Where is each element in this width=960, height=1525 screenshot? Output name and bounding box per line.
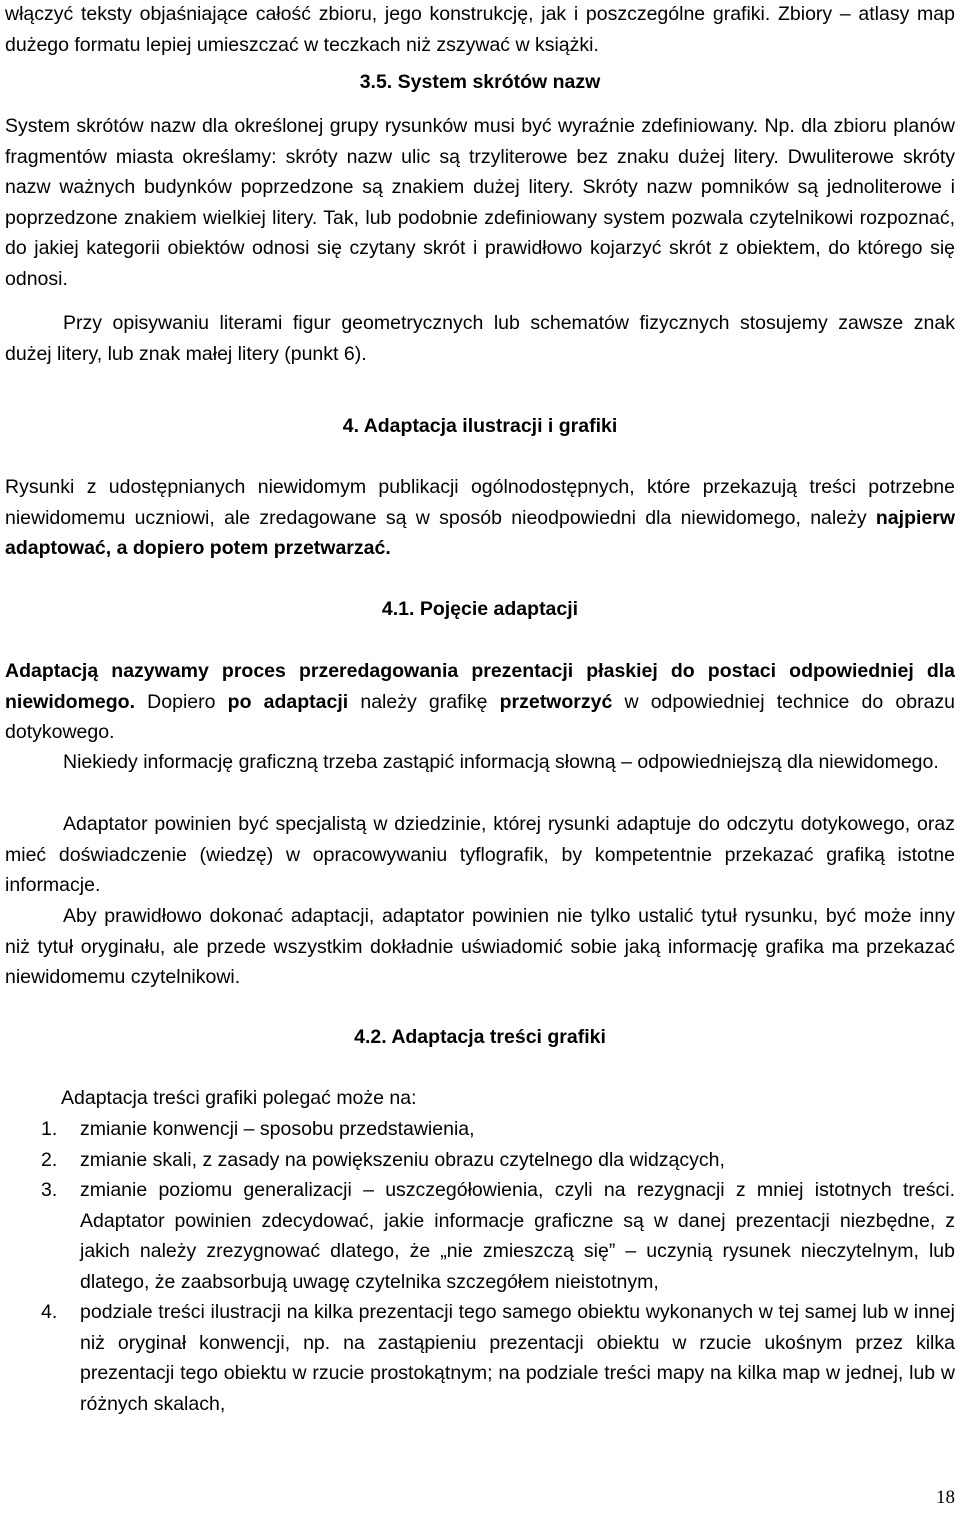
intro-paragraph: włączyć teksty objaśniające całość zbioru, jego konstrukcję, jak i poszczególne grafiki. Zbiory – atlasy map dużego formatu lepiej umieszczać w teczkach niż zszywać w książki. [5,3,955,56]
list-item-number: 3. [41,1179,58,1201]
section-4-1-paragraph-3: Adaptator powinien być specjalistą w dziedzinie, której rysunki adaptuje do odczytu dotykowego, oraz mieć doświadczenie (wiedzę) w opracowywaniu tyflografik, by kompetentnie przekazać grafiką istotne informacje. [5,813,955,896]
section-4-2-lead: Adaptacja treści grafiki polegać może na: [61,1087,417,1109]
list-item [5,1114,955,1145]
list-item-text: podziale treści ilustracji na kilka prezentacji tego samego obiektu wykonanych w tej samej lub w innej niż oryginał konwencji, np. na zastąpieniu prezentacji obiektu w rzucie ukośnym przez kilka prezentacji tego obiektu w rzucie prostokątnym; na podziale treści mapy na kilka map w jednej, lub w różnych skalach, [80,1301,955,1415]
section-4-2-title: 4.2. Adaptacja treści grafiki [354,1026,606,1048]
definition-bold-3: przetworzyć [499,690,613,713]
adaptation-list [5,1114,955,1419]
definition-bold: Adaptacją nazywamy proces przeredagowania prezentacji płaskiej do postaci odpowiedniej dla niewidomego. [5,660,955,713]
list-item [5,1145,955,1176]
definition-text-3: w odpowiedniej technice do obrazu dotykowego. [5,690,956,743]
section-4-1-paragraph-4: Aby prawidłowo dokonać adaptacji, adaptator powinien nie tylko ustalić tytuł rysunku, być może inny niż tytuł oryginału, ale przede wszystkim dokładnie uświadomić sobie jaką informację grafika ma przekazać niewidomemu czytelnikowi. [5,905,955,988]
section-4-number: 4. [342,415,359,437]
section-4-paragraph-text: Rysunki z udostępnianych niewidomym publikacji ogólnodostępnych, które przekazują treści potrzebne niewidomemu uczniowi, ale zredagowane są w sposób nieodpowiedni dla niewidomego, należy [5,476,955,529]
page-number: 18 [936,1487,955,1508]
list-item-text: zmianie skali, z zasady na powiększeniu obrazu czytelnego dla widzących, [80,1148,725,1171]
list-item-number: 4. [41,1301,58,1323]
definition-text-1: Dopiero [135,690,228,713]
section-4-1-title: 4.1. Pojęcie adaptacji [381,598,579,620]
section-4-paragraph-emphasis: najpierw adaptować, a dopiero potem przetwarzać. [5,506,955,559]
list-item-number: 1. [41,1118,58,1140]
section-3-5-title: 3.5. System skrótów nazw [359,71,601,93]
section-3-5-paragraph-2: Przy opisywaniu literami figur geometrycznych lub schematów fizycznych stosujemy zawsze znak dużej litery, lub znak małej litery (punkt 6). [5,312,955,365]
definition-text-2: należy grafikę [348,690,500,713]
section-4-1-paragraph-2: Niekiedy informację graficzną trzeba zastąpić informacją słowną – odpowiedniejszą dla niewidomego. [63,751,939,773]
list-item [5,1297,955,1419]
list-item-text: zmianie poziomu generalizacji – uszczegółowienia, czyli na rezygnacji z mniej istotnych treści. Adaptator powinien zdecydować, jakie informacje graficzne są w danej prezentacji niezbędne, z jakich należy zrezygnować dlatego, że „nie zmieszczą się” – uczynią rysunek nieczytelnym, lub dlatego, że zaabsorbują uwagę czytelnika szczegółem nieistotnym, [80,1179,955,1293]
section-3-5-paragraph-1: System skrótów nazw dla określonej grupy rysunków musi być wyraźnie zdefiniowany. Np. dla zbioru planów fragmentów miasta określamy: skróty nazw ulic są trzyliterowe bez znaku dużej litery. Dwuliterowe skróty nazw ważnych budynków poprzedzone są znakiem dużej litery. Skróty nazw pomników są jednoliterowe i poprzedzone znakiem wielkiej litery. Tak, lub podobnie zdefiniowany system pozwala czytelnikowi rozpoznać, do jakiej kategorii obiektów odnosi się czytany skrót i prawidłowo kojarzyć skrót z obiektem, do którego się odnosi. [5,115,955,290]
section-4-1-paragraph-1 [5,656,955,748]
list-item-number: 2. [41,1148,58,1171]
section-4-title-text: Adaptacja ilustracji i grafiki [363,415,618,437]
list-item [5,1175,955,1297]
list-item-text: zmianie konwencji – sposobu przedstawienia, [80,1118,475,1140]
definition-bold-2: po adaptacji [227,690,349,713]
section-4-paragraph [5,472,955,564]
section-4-title [5,411,955,441]
